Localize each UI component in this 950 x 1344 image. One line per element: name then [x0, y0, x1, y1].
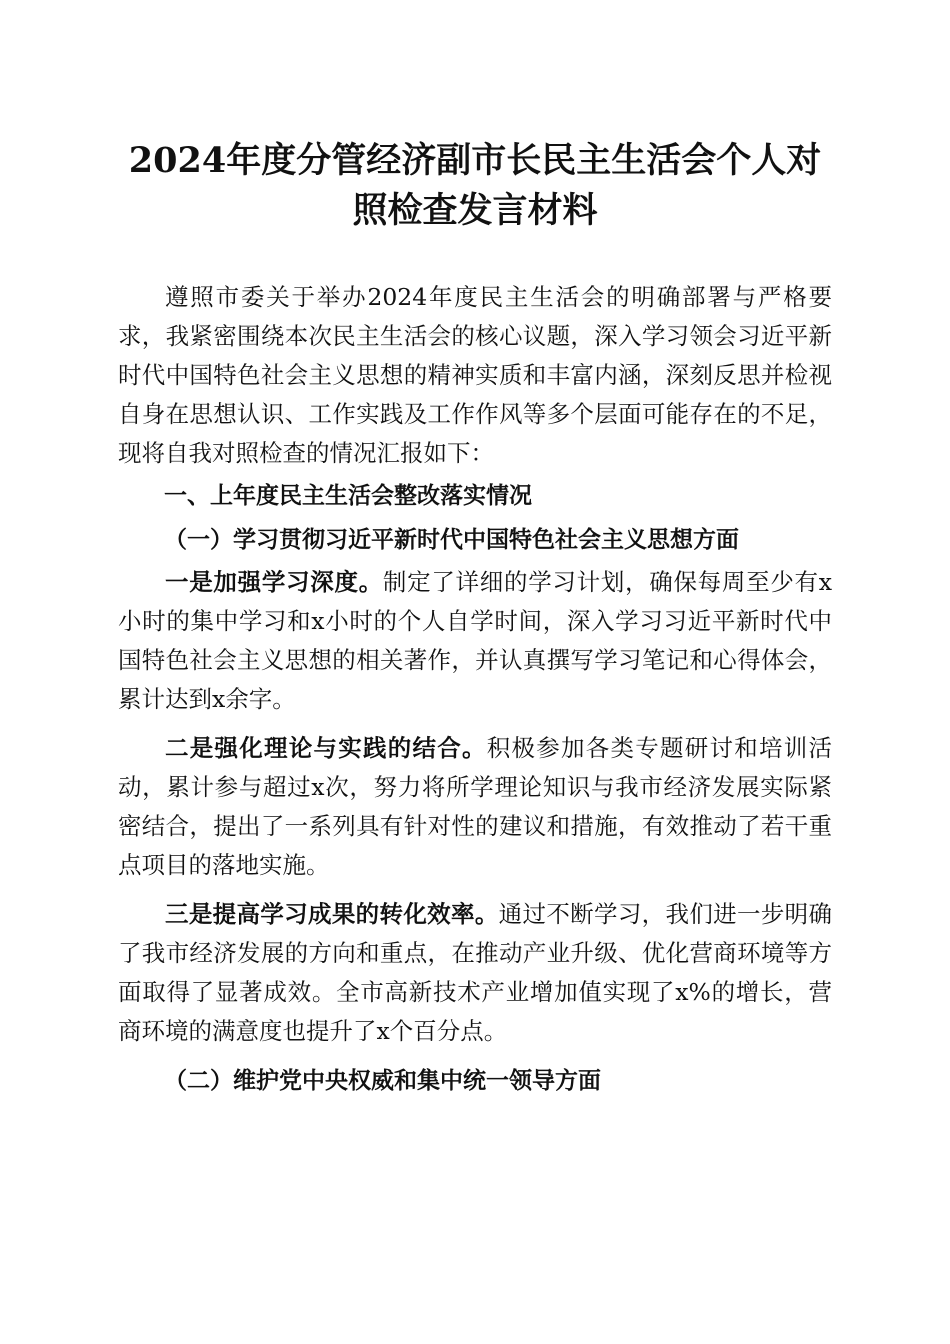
- document-title: [100, 136, 850, 236]
- item-paragraph-2: [118, 729, 832, 885]
- title-line-1: 2024年度分管经济副市长民主生活会个人对: [128, 140, 822, 181]
- title-line-2: 照检查发言材料: [352, 190, 598, 231]
- subsection-heading-1: （一）学习贯彻习近平新时代中国特色社会主义思想方面: [164, 526, 739, 553]
- item-3-text: 通过不断学习，我们进一步明确了我市经济发展的方向和重点，在推动产业升级、优化营商环境等方面取得了显著成效。全市高新技术产业增加值实现了x%的增长，营商环境的满意度也提升了x个百分点。: [118, 900, 833, 1045]
- subsection-heading-2: （二）维护党中央权威和集中统一领导方面: [164, 1067, 601, 1094]
- item-1-lead: 一是加强学习深度。: [165, 568, 383, 596]
- item-2-text: 积极参加各类专题研讨和培训活动，累计参与超过x次，努力将所学理论知识与我市经济发展实际紧密结合，提出了一系列具有针对性的建议和措施，有效推动了若干重点项目的落地实施。: [118, 734, 832, 879]
- item-paragraph-3: [118, 895, 832, 1051]
- item-paragraph-1: [118, 563, 832, 719]
- item-3-lead: 三是提高学习成果的转化效率。: [165, 900, 499, 928]
- section-heading-1: 一、上年度民主生活会整改落实情况: [164, 483, 532, 509]
- item-2-lead: 二是强化理论与实践的结合。: [165, 734, 487, 762]
- document-body: [118, 278, 832, 1100]
- intro-paragraph: 遵照市委关于举办2024年度民主生活会的明确部署与严格要求，我紧密围绕本次民主生活会的核心议题，深入学习领会习近平新时代中国特色社会主义思想的精神实质和丰富内涵，深刻反思并检视自身在思想认识、工作实践及工作作风等多个层面可能存在的不足，现将自我对照检查的情况汇报如下：: [118, 283, 832, 467]
- item-1-text: 制定了详细的学习计划，确保每周至少有x小时的集中学习和x小时的个人自学时间，深入学习习近平新时代中国特色社会主义思想的相关著作，并认真撰写学习笔记和心得体会，累计达到x余字。: [118, 568, 832, 713]
